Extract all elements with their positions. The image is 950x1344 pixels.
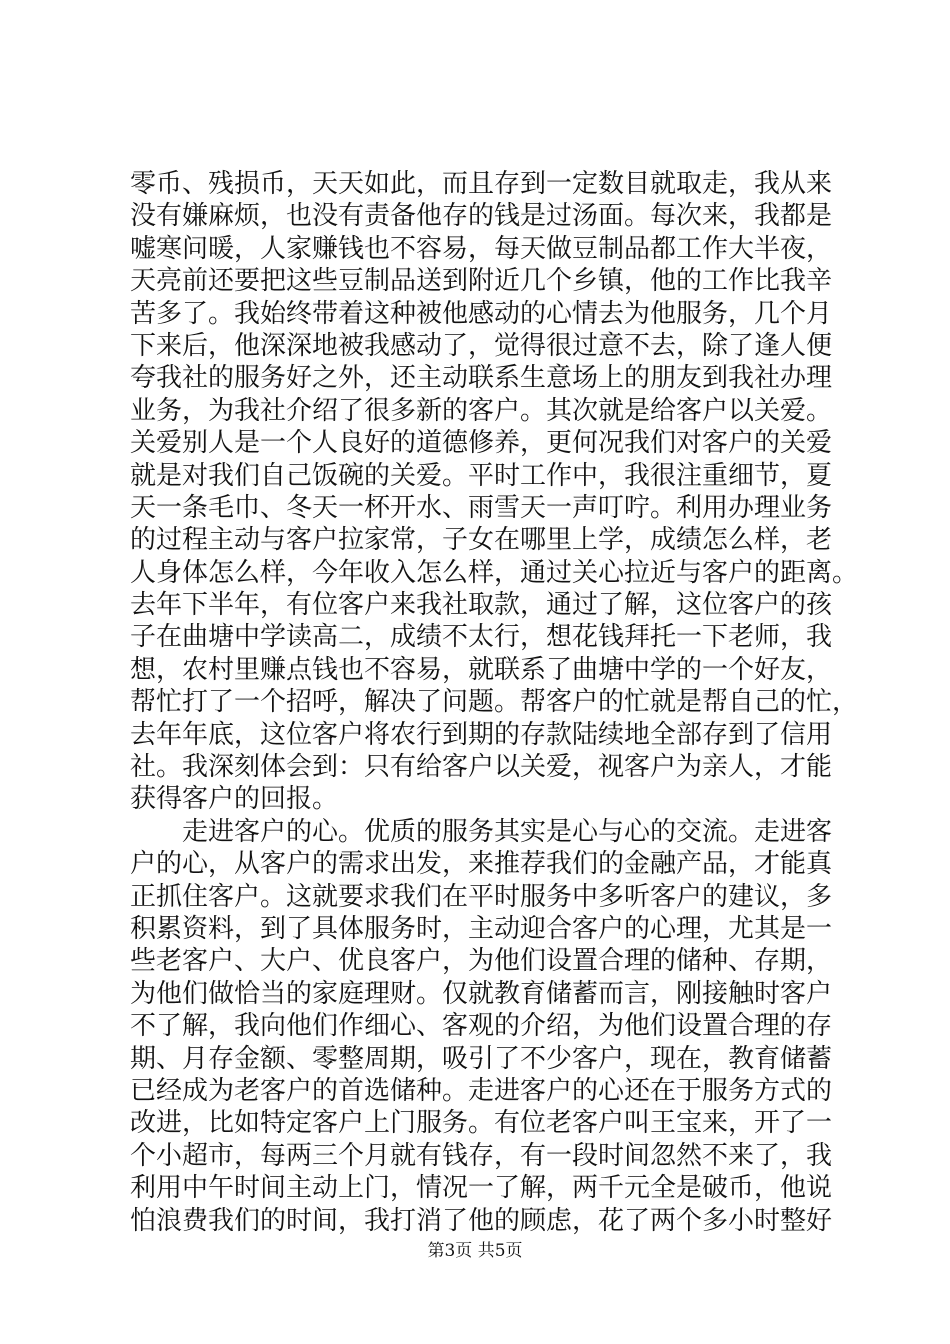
text-line: 天亮前还要把这些豆制品送到附近几个乡镇，他的工作比我辛	[130, 266, 833, 297]
text-line: 个小超市，每两三个月就有钱存，有一段时间忽然不来了，我	[130, 1140, 833, 1171]
text-line: 帮忙打了一个招呼，解决了问题。帮客户的忙就是帮自己的忙，	[130, 687, 859, 718]
text-line: 不了解，我向他们作细心、客观的介绍，为他们设置合理的存	[130, 1011, 833, 1042]
text-line: 怕浪费我们的时间，我打消了他的顾虑，花了两个多小时整好	[130, 1205, 833, 1236]
text-line: 下来后，他深深地被我感动了，觉得很过意不去，除了逢人便	[130, 330, 833, 361]
text-line: 子在曲塘中学读高二，成绩不太行，想花钱拜托一下老师，我	[130, 622, 833, 653]
text-line: 期、月存金额、零整周期，吸引了不少客户，现在，教育储蓄	[130, 1043, 833, 1074]
text-line: 社。我深刻体会到：只有给客户以关爱，视客户为亲人，才能	[130, 752, 833, 783]
text-line: 苦多了。我始终带着这种被他感动的心情去为他服务，几个月	[130, 298, 833, 329]
text-line: 获得客户的回报。	[130, 784, 339, 815]
text-line: 去年下半年，有位客户来我社取款，通过了解，这位客户的孩	[130, 590, 833, 621]
text-line: 就是对我们自己饭碗的关爱。平时工作中，我很注重细节，夏	[130, 460, 833, 491]
text-line: 些老客户、大户、优良客户，为他们设置合理的储种、存期，	[130, 946, 833, 977]
body-text	[130, 168, 859, 1237]
text-line: 正抓住客户。这就要求我们在平时服务中多听客户的建议，多	[130, 881, 833, 912]
text-line: 业务，为我社介绍了很多新的客户。其次就是给客户以关爱。	[130, 395, 833, 426]
text-line: 的过程主动与客户拉家常，子女在哪里上学，成绩怎么样，老	[130, 525, 833, 556]
text-line: 户的心，从客户的需求出发，来推荐我们的金融产品，才能真	[130, 849, 833, 880]
text-line: 没有嫌麻烦，也没有责备他存的钱是过汤面。每次来，我都是	[130, 201, 833, 232]
text-line: 天一条毛巾、冬天一杯开水、雨雪天一声叮咛。利用办理业务	[130, 492, 833, 523]
text-line: 夸我社的服务好之外，还主动联系生意场上的朋友到我社办理	[130, 363, 833, 394]
text-line: 嘘寒问暖，人家赚钱也不容易，每天做豆制品都工作大半夜，	[130, 233, 833, 264]
text-line: 改进，比如特定客户上门服务。有位老客户叫王宝来，开了一	[130, 1108, 833, 1139]
text-line: 想，农村里赚点钱也不容易，就联系了曲塘中学的一个好友，	[130, 654, 833, 685]
text-line: 走进客户的心。优质的服务其实是心与心的交流。走进客	[130, 816, 833, 847]
text-line: 关爱别人是一个人良好的道德修养，更何况我们对客户的关爱	[130, 428, 833, 459]
text-line: 去年年底，这位客户将农行到期的存款陆续地全部存到了信用	[130, 719, 833, 750]
text-line: 人身体怎么样，今年收入怎么样，通过关心拉近与客户的距离。	[130, 557, 859, 588]
text-line: 已经成为老客户的首选储种。走进客户的心还在于服务方式的	[130, 1075, 833, 1106]
text-line: 零币、残损币，天天如此，而且存到一定数目就取走，我从来	[130, 169, 833, 199]
text-line: 利用中午时间主动上门，情况一了解，两千元全是破币，他说	[130, 1173, 833, 1204]
text-line: 积累资料，到了具体服务时，主动迎合客户的心理，尤其是一	[130, 913, 833, 944]
text-line: 为他们做恰当的家庭理财。仅就教育储蓄而言，刚接触时客户	[130, 978, 833, 1009]
page-footer: 第3页 共5页	[427, 1241, 523, 1261]
